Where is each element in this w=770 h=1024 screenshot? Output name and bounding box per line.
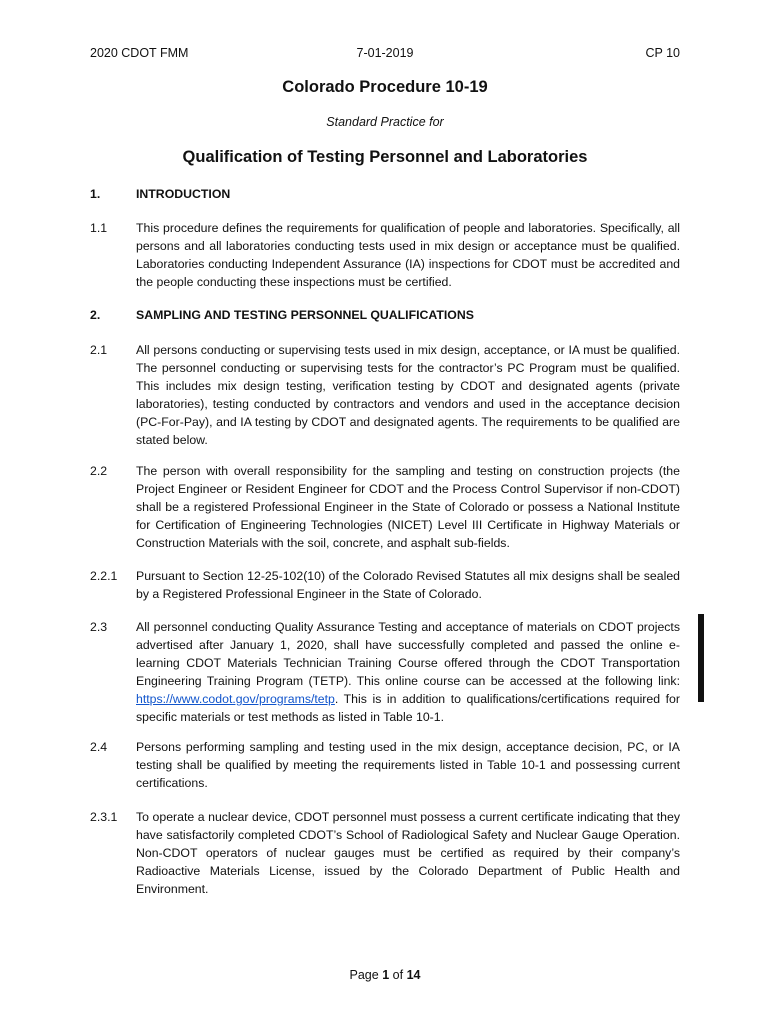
- document-main-title: Qualification of Testing Personnel and Laboratories: [182, 148, 588, 166]
- section-heading-text: INTRODUCTION: [136, 187, 231, 201]
- paragraph-text: This procedure defines the requirements for qualification of people and laboratories. Specifically, all persons and all laboratories conducting tests used in mix design or acceptance must be qualified. Laboratories conducting Independent Assurance (IA) inspections for CDOT must be accredited and the people conducting these inspections must be certified.: [136, 221, 680, 289]
- header-date: 7-01-2019: [356, 46, 414, 60]
- section-number: 2.: [90, 308, 101, 322]
- section-2-heading: [90, 306, 680, 324]
- section-number: 1.: [90, 187, 101, 201]
- paragraph-2-2-1: [90, 567, 680, 603]
- paragraph-number: 2.2: [90, 464, 108, 478]
- page-footer: [0, 968, 770, 982]
- document-title: Colorado Procedure 10-19: [282, 78, 488, 96]
- section-1-heading: [90, 185, 680, 203]
- page-total: 14: [406, 968, 421, 982]
- paragraph-2-3-1: [90, 808, 680, 898]
- paragraph-2-1: [90, 341, 680, 449]
- paragraph-text-after-link: . This is in addition to qualifications/certifications required for specific materials or test methods as listed in Table 10-1.: [136, 692, 680, 724]
- of-word: of: [392, 968, 404, 982]
- paragraph-text: All persons conducting or supervising tests used in mix design, acceptance, or IA must be qualified. The personnel conducting or supervising tests for the contractor’s PC Program must be qualified. This includes mix design testing, verification testing by CDOT and designated agents (private laboratories), testing conducted by contractors and vendors and used in the acceptance decision (PC-For-Pay), and IA testing by CDOT and designated agents. The requirements to be qualified are stated below.: [136, 343, 680, 447]
- paragraph-2-2: [90, 462, 680, 552]
- page-number: 1: [382, 968, 390, 982]
- paragraph-text: Pursuant to Section 12-25-102(10) of the Colorado Revised Statutes all mix designs shall be sealed by a Registered Professional Engineer in the State of Colorado.: [136, 569, 680, 601]
- paragraph-number: 2.1: [90, 343, 108, 357]
- paragraph-text: [136, 618, 680, 726]
- paragraph-number: 2.2.1: [90, 569, 118, 583]
- header-left: 2020 CDOT FMM: [90, 46, 189, 60]
- paragraph-number: 2.3: [90, 620, 108, 634]
- paragraph-text: To operate a nuclear device, CDOT personnel must possess a current certificate indicating that they have satisfactorily completed CDOT’s School of Radiological Safety and Nuclear Gauge Operation. Non-CDOT operators of nuclear gauges must be certified as required by their company’s Radioactive Materials License, issued by the Colorado Department of Public Health and Environment.: [136, 810, 680, 896]
- paragraph-number: 2.3.1: [90, 810, 118, 824]
- page-word: Page: [349, 968, 379, 982]
- header-right: CP 10: [645, 46, 680, 60]
- paragraph-text: The person with overall responsibility for the sampling and testing on construction projects (the Project Engineer or Resident Engineer for CDOT and the Process Control Supervisor if non-CDOT) shall be a registered Professional Engineer in the State of Colorado or possess a National Institute for Certification of Engineering Technologies (NICET) Level III Certificate in Highway Materials or Construction Materials with the soil, concrete, and asphalt sub-fields.: [136, 464, 680, 550]
- paragraph-text-before-link: All personnel conducting Quality Assurance Testing and acceptance of materials on CDOT projects advertised after January 1, 2020, shall have successfully completed and passed the online e-learning CDOT Materials Technician Training Course offered through the CDOT Transportation Engineering Training Program (TETP). This online course can be accessed at the following link:: [136, 620, 680, 688]
- tetp-link[interactable]: https://www.codot.gov/programs/tetp: [136, 692, 335, 706]
- paragraph-2-4: [90, 738, 680, 792]
- paragraph-1-1: [90, 219, 680, 291]
- paragraph-text: Persons performing sampling and testing used in the mix design, acceptance decision, PC, or IA testing shall be qualified by meeting the requirements listed in Table 10-1 and possessing current certifications.: [136, 740, 680, 790]
- paragraph-number: 2.4: [90, 740, 108, 754]
- document-subtitle: Standard Practice for: [326, 115, 444, 129]
- revision-change-bar: [698, 614, 704, 702]
- section-heading-text: SAMPLING AND TESTING PERSONNEL QUALIFICATIONS: [136, 308, 474, 322]
- paragraph-number: 1.1: [90, 221, 108, 235]
- paragraph-2-3: [90, 618, 680, 726]
